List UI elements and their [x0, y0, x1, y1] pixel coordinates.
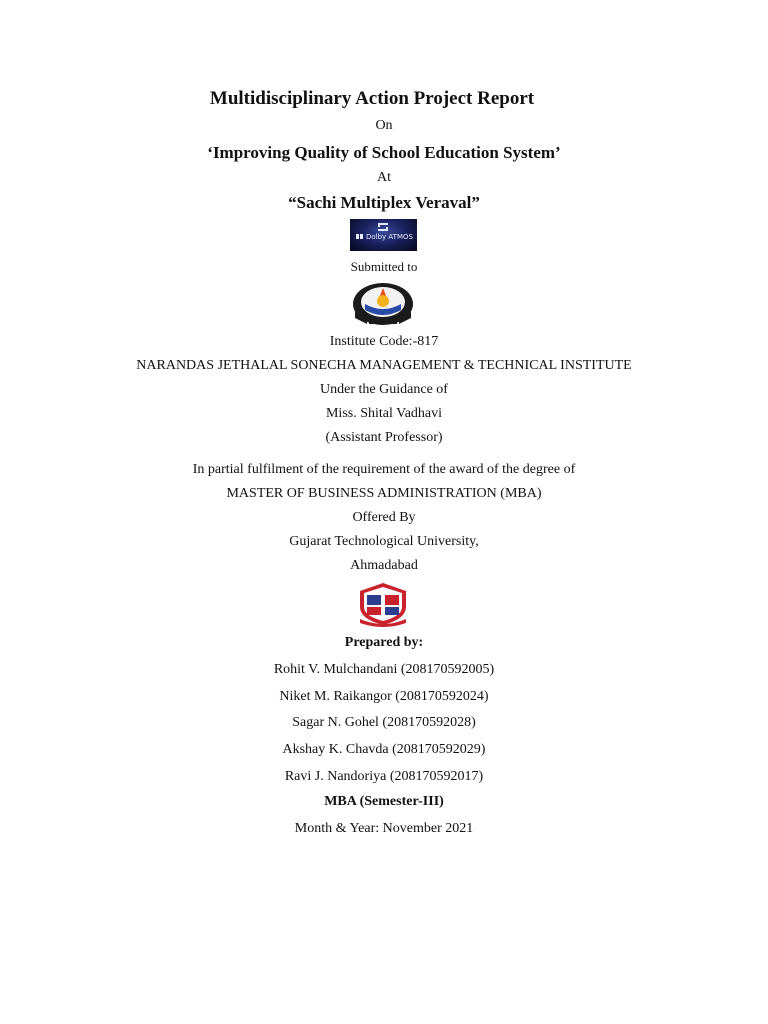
- guidance-label: Under the Guidance of: [320, 382, 448, 397]
- institute-code: Institute Code:-817: [329, 334, 439, 349]
- guide-name: Miss. Shital Vadhavi: [325, 406, 443, 421]
- guide-title: (Assistant Professor): [325, 430, 443, 445]
- degree-name: MASTER OF BUSINESS ADMINISTRATION (MBA): [226, 486, 542, 501]
- institute-emblem-icon: [349, 280, 417, 328]
- prepared-by-label: Prepared by:: [344, 635, 424, 650]
- partial-fulfilment-text: In partial fulfilment of the requirement of the award of the degree of: [192, 462, 576, 477]
- student-1: Rohit V. Mulchandani (208170592005): [273, 662, 495, 677]
- student-4: Akshay K. Chavda (208170592029): [282, 742, 486, 757]
- gtu-logo-icon: [356, 581, 410, 627]
- dolby-logo-icon: [350, 219, 417, 251]
- project-topic: ‘Improving Quality of School Education System’: [207, 143, 561, 162]
- city-name: Ahmadabad: [350, 558, 418, 573]
- on-label: On: [375, 118, 393, 133]
- semester-label: MBA (Semester-III): [324, 794, 444, 809]
- report-title: Multidisciplinary Action Project Report: [209, 88, 535, 109]
- student-5: Ravi J. Nandoriya (208170592017): [284, 769, 484, 784]
- student-3: Sagar N. Gohel (208170592028): [292, 715, 476, 730]
- university-name: Gujarat Technological University,: [289, 534, 479, 549]
- month-year: Month & Year: November 2021: [294, 821, 474, 836]
- student-2: Niket M. Raikangor (208170592024): [279, 689, 489, 704]
- institute-name: NARANDAS JETHALAL SONECHA MANAGEMENT & TECHNICAL INSTITUTE: [136, 358, 632, 373]
- submitted-to-label: Submitted to: [350, 259, 418, 274]
- svg-text:Dolby ATMOS: Dolby ATMOS: [366, 233, 413, 241]
- offered-by-label: Offered By: [352, 510, 416, 525]
- at-label: At: [377, 170, 391, 185]
- company-name: “Sachi Multiplex Veraval”: [288, 193, 480, 212]
